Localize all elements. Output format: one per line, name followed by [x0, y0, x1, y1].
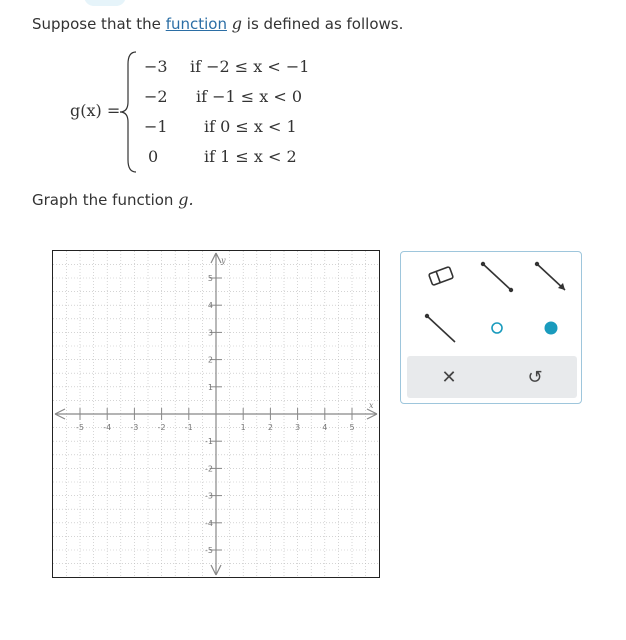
- y-tick-label: 1: [207, 382, 213, 392]
- piece-condition-4: if 1 ≤ x < 2: [204, 147, 297, 166]
- instruction: [32, 190, 194, 209]
- coordinate-plane[interactable]: [53, 251, 379, 577]
- x-tick-label: -4: [103, 423, 112, 432]
- y-tick-label: -3: [205, 491, 213, 501]
- line-segment-icon[interactable]: [475, 258, 519, 294]
- piece-value-1: −3: [144, 57, 168, 76]
- prompt-prefix: Suppose that the: [32, 15, 161, 33]
- top-tab-indicator: [84, 0, 126, 6]
- piece-value-4: 0: [148, 147, 159, 166]
- definition-lhs: g(x) =: [70, 101, 121, 120]
- prompt-var: g: [231, 14, 242, 33]
- x-tick-label: 5: [349, 423, 355, 432]
- y-tick-label: 5: [207, 274, 213, 283]
- x-tick-label: 1: [240, 423, 246, 432]
- instruction-text: Graph the function: [32, 191, 174, 209]
- y-axis-label: y: [221, 256, 226, 265]
- graph-canvas[interactable]: [52, 250, 380, 578]
- clear-button[interactable]: ✕: [441, 366, 457, 388]
- piece-condition-3: if 0 ≤ x < 1: [204, 117, 297, 136]
- x-tick-label: -2: [157, 423, 166, 432]
- undo-button[interactable]: ↺: [527, 366, 543, 388]
- function-link[interactable]: function: [165, 15, 227, 33]
- x-tick-label: 4: [322, 423, 328, 432]
- y-tick-label: -1: [205, 437, 213, 447]
- y-tick-label: 2: [207, 355, 213, 365]
- y-tick-label: -5: [205, 546, 213, 555]
- y-tick-label: -4: [205, 518, 213, 528]
- toolbox-actions: [407, 356, 577, 398]
- closed-dot-icon[interactable]: [529, 310, 573, 346]
- x-axis-label: x: [369, 401, 374, 410]
- prompt-suffix: is defined as follows.: [246, 15, 404, 33]
- question-prompt: [32, 14, 403, 33]
- ray-icon[interactable]: [529, 258, 573, 294]
- piecewise-brace: [118, 50, 140, 174]
- x-tick-label: -1: [184, 423, 193, 432]
- piece-value-2: −2: [144, 87, 168, 106]
- piece-condition-1: if −2 ≤ x < −1: [190, 57, 310, 76]
- x-tick-label: -3: [130, 423, 139, 432]
- x-tick-label: -5: [76, 423, 84, 432]
- open-dot-icon[interactable]: [475, 310, 519, 346]
- x-tick-label: 3: [295, 423, 301, 432]
- graph-toolbox: [400, 251, 582, 404]
- instruction-var: g.: [178, 190, 194, 209]
- piece-value-3: −1: [144, 117, 168, 136]
- eraser-icon[interactable]: [419, 258, 463, 294]
- y-tick-label: 4: [207, 301, 213, 311]
- y-tick-label: 3: [207, 328, 213, 338]
- line-icon[interactable]: [419, 310, 463, 346]
- x-tick-label: 2: [267, 423, 273, 432]
- piece-condition-2: if −1 ≤ x < 0: [196, 87, 303, 106]
- y-tick-label: -2: [205, 464, 213, 474]
